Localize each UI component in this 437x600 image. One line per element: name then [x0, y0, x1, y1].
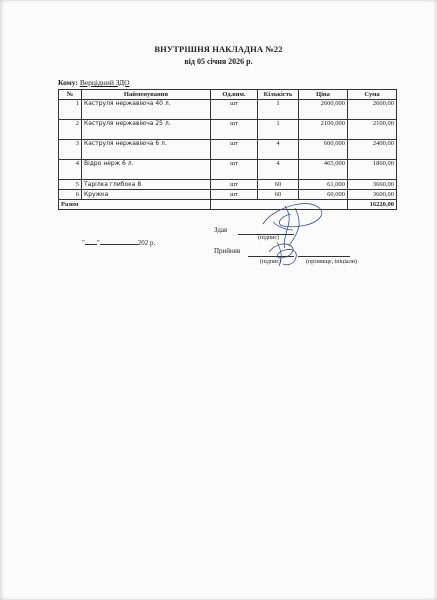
items-table — [58, 89, 397, 210]
header-unit: Од.вим. — [211, 90, 258, 100]
date-suffix: р. — [149, 239, 156, 247]
row-sum: 2100,00 — [348, 120, 397, 140]
row-price: 465,000 — [299, 160, 348, 180]
received-sign-line — [248, 256, 294, 257]
row-number: 6 — [59, 190, 82, 200]
row-name: Відро нерж 6 л. — [82, 160, 211, 180]
header-quantity: Кількість — [258, 90, 299, 100]
month-blank — [100, 238, 138, 245]
header-price: Ціна — [299, 90, 348, 100]
row-name: Каструля нержавіюча 40 л. — [82, 100, 211, 120]
received-name-hint: (прізвище, ініціали) — [306, 259, 357, 265]
date-quote-close: " — [96, 239, 100, 247]
row-quantity: 4 — [258, 140, 299, 160]
received-name-line — [298, 256, 350, 257]
row-quantity: 60 — [258, 180, 299, 190]
row-name: Тарілка глибока 8 — [82, 180, 211, 190]
row-unit: шт — [211, 100, 258, 120]
row-price: 61,000 — [299, 180, 348, 190]
day-blank — [85, 238, 97, 245]
row-name: Каструля нержавіюча 6 л. — [82, 140, 211, 160]
row-price: 600,000 — [299, 140, 348, 160]
row-unit: шт — [211, 120, 258, 140]
table-row — [59, 140, 397, 160]
row-price: 2100,000 — [299, 120, 348, 140]
handed-over-label: Здав — [214, 226, 228, 234]
row-sum: 2600,00 — [348, 100, 397, 120]
table-row — [59, 120, 397, 140]
date-quote-open: " — [82, 239, 85, 247]
row-sum: 3600,00 — [348, 190, 397, 200]
row-sum: 3660,00 — [348, 180, 397, 190]
row-price: 60,000 — [299, 190, 348, 200]
received-label: Прийняв — [214, 247, 241, 255]
row-quantity: 1 — [258, 100, 299, 120]
recipient-value: Верцідний ЗДО — [79, 78, 130, 87]
row-price: 2600,000 — [299, 100, 348, 120]
row-number: 5 — [59, 180, 82, 190]
row-number: 2 — [59, 120, 82, 140]
recipient-line — [58, 78, 130, 87]
row-name: Кружка — [82, 190, 211, 200]
header-name: Найменування — [82, 90, 211, 100]
row-number: 1 — [59, 100, 82, 120]
table-row — [59, 180, 397, 190]
recipient-label: Кому: — [58, 78, 78, 87]
total-value: 16220,00 — [348, 200, 397, 210]
date-year: 202 — [137, 239, 149, 247]
row-unit: шт — [211, 180, 258, 190]
date-blank-line — [82, 238, 155, 247]
table-row — [59, 160, 397, 180]
row-unit: шт — [211, 160, 258, 180]
row-number: 4 — [59, 160, 82, 180]
row-quantity: 60 — [258, 190, 299, 200]
row-sum: 2400,00 — [348, 140, 397, 160]
table-row — [59, 100, 397, 120]
row-name: Каструля нержавіюча 25 л. — [82, 120, 211, 140]
table-row — [59, 190, 397, 200]
row-sum: 1860,00 — [348, 160, 397, 180]
row-unit: шт — [211, 190, 258, 200]
document-date: від 05 січня 2026 р. — [184, 57, 253, 66]
header-sum: Сума — [348, 90, 397, 100]
total-label: Разом — [59, 200, 211, 210]
handed-over-sign-hint: (підпис) — [258, 235, 280, 241]
document-title: ВНУТРІШНЯ НАКЛАДНА №22 — [154, 44, 283, 54]
row-number: 3 — [59, 140, 82, 160]
header-number: № — [59, 90, 82, 100]
row-quantity: 4 — [258, 160, 299, 180]
table-total-row — [59, 200, 397, 210]
received-sign-hint: (підпис) — [260, 259, 282, 265]
row-unit: шт — [211, 140, 258, 160]
table-header-row — [59, 90, 397, 100]
row-quantity: 1 — [258, 120, 299, 140]
